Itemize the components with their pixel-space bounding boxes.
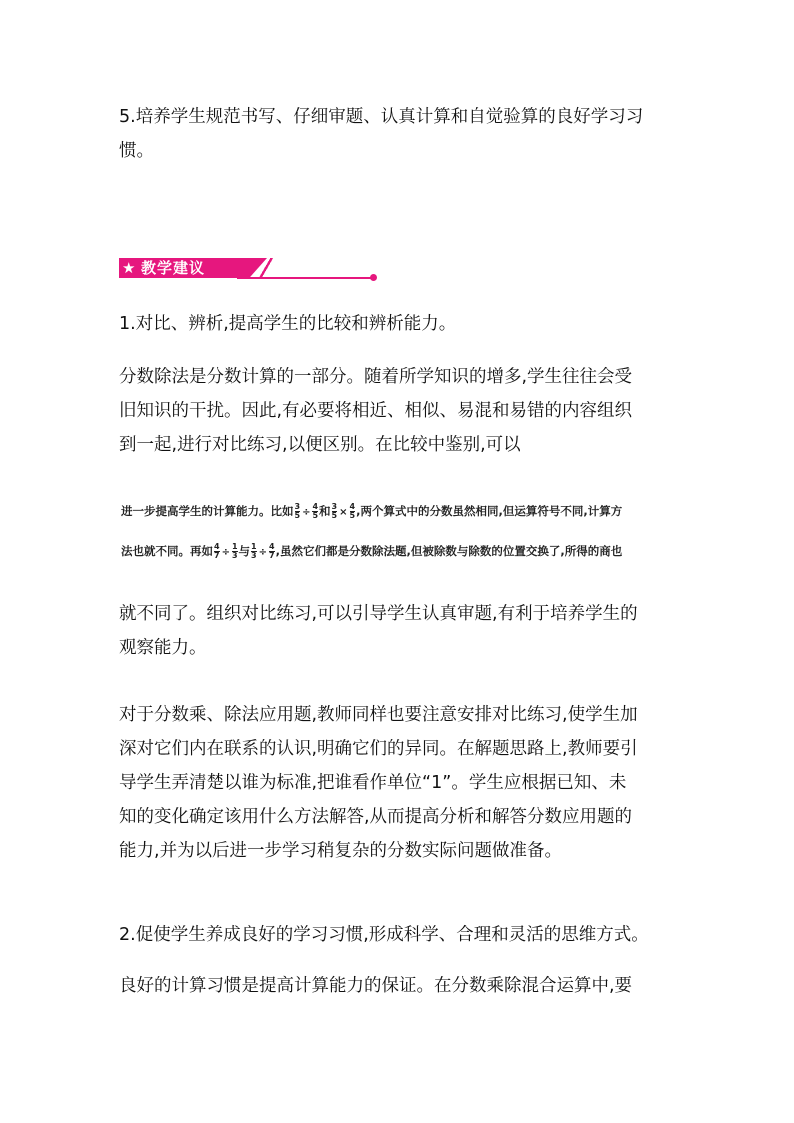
goal-5-line-1: 5.培养学生规范书写、仔细审题、认真计算和自觉验算的良好学习习 <box>119 107 644 127</box>
connector: 与 <box>238 544 251 558</box>
paragraph-3-line-2: 深对它们内在联系的认识,明确它们的异同。在解题思路上,教师要引 <box>119 739 638 759</box>
section-header <box>119 256 381 282</box>
inset-line-1-tail: ,两个算式中的分数虽然相同,但运算符号不同,计算方 <box>356 504 623 518</box>
paragraph-1-line-1: 分数除法是分数计算的一部分。随着所学知识的增多,学生往往会受 <box>119 367 633 387</box>
goal-5-line-2: 惯。 <box>119 141 154 161</box>
fraction: $\frac{3}{5}$ <box>294 502 301 520</box>
paragraph-3-line-3: 导学生弄清楚以谁为标准,把谁看作单位“1”。学生应根据已知、未 <box>119 773 627 793</box>
point-1-heading <box>119 307 679 341</box>
point-1-heading-text: 1.对比、辨析,提高学生的比较和辨析能力。 <box>119 314 457 334</box>
fraction: $\frac{4}{7}$ <box>269 542 275 560</box>
inset-line-1-lead: 进一步提高学生的计算能力。比如 <box>121 504 294 518</box>
paragraph-4 <box>119 969 679 1003</box>
fraction: $\frac{4}{5}$ <box>349 502 356 520</box>
fraction: $\frac{4}{7}$ <box>214 542 220 560</box>
paragraph-1-line-2: 旧知识的干扰。因此,有必要将相近、相似、易混和易错的内容组织 <box>119 401 633 421</box>
paragraph-2-line-1: 就不同了。组织对比练习,可以引导学生认真审题,有利于培养学生的 <box>119 604 638 624</box>
connector: 和 <box>319 504 331 518</box>
section-rule <box>237 277 371 279</box>
operator: ÷ <box>221 547 230 558</box>
paragraph-1-line-3: 到一起,进行对比练习,以便区别。在比较中鉴别,可以 <box>119 435 521 455</box>
paragraph-3 <box>119 698 679 868</box>
section-rule-dot <box>370 274 377 281</box>
point-2-heading <box>119 918 679 952</box>
paragraph-2-line-2: 观察能力。 <box>119 638 207 658</box>
fraction: $\frac{3}{5}$ <box>331 502 338 520</box>
fraction: $\frac{4}{5}$ <box>312 502 319 520</box>
paragraph-3-line-4: 知的变化确定该用什么方法解答,从而提高分析和解答分数应用题的 <box>119 807 633 827</box>
section-title: 教学建议 <box>141 259 206 277</box>
inset-line-2-tail: ,虽然它们都是分数除法题,但被除数与除数的位置交换了,所得的商也 <box>275 544 623 558</box>
fraction: $\frac{1}{3}$ <box>251 542 257 560</box>
operator: ÷ <box>258 547 268 558</box>
paragraph-1 <box>119 360 679 462</box>
inset-line-2-lead: 法也就不同。再如 <box>121 544 213 558</box>
inset-line-1 <box>121 503 681 520</box>
paragraph-3-line-5: 能力,并为以后进一步学习稍复杂的分数实际问题做准备。 <box>119 841 563 861</box>
paragraph-3-line-1: 对于分数乘、除法应用题,教师同样也要注意安排对比练习,使学生加 <box>119 705 638 725</box>
point-2-heading-text: 2.促使学生养成良好的学习习惯,形成科学、合理和灵活的思维方式。 <box>119 925 649 945</box>
inset-line-2 <box>121 543 681 560</box>
operator: × <box>339 507 348 518</box>
operator: ÷ <box>302 507 311 518</box>
goal-5-paragraph <box>119 100 679 168</box>
star-icon: ★ <box>122 259 136 277</box>
paragraph-2 <box>119 597 679 665</box>
fraction: $\frac{1}{3}$ <box>231 542 238 560</box>
paragraph-4-line-1: 良好的计算习惯是提高计算能力的保证。在分数乘除混合运算中,要 <box>119 976 633 996</box>
